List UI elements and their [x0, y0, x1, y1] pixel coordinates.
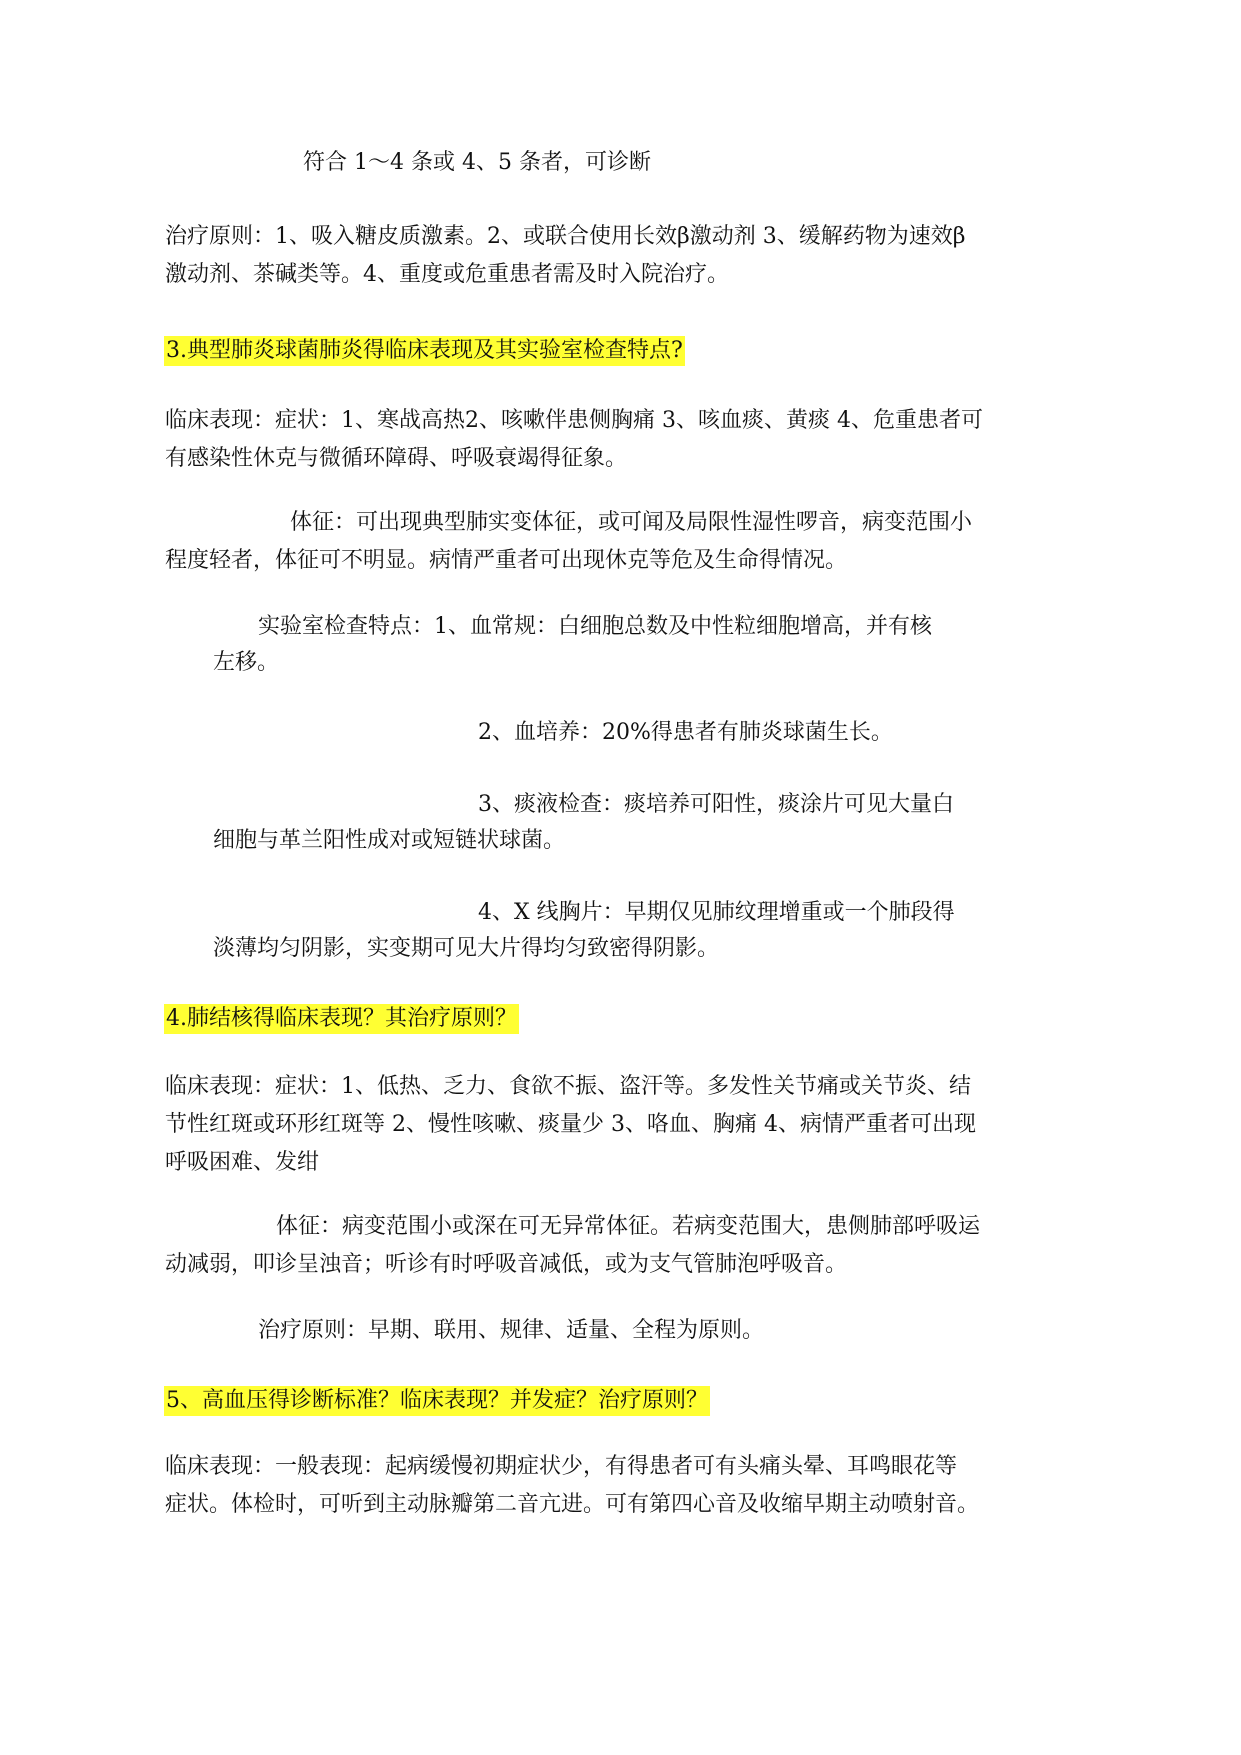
paragraph-line: 动减弱，叩诊呈浊音；听诊有时呼吸音减低，或为支气管肺泡呼吸音。 — [165, 1252, 848, 1277]
section-heading-5: 5、高血压得诊断标准？临床表现？并发症？治疗原则？ — [164, 1386, 710, 1416]
paragraph-line: 程度轻者，体征可不明显。病情严重者可出现休克等危及生命得情况。 — [165, 548, 848, 573]
paragraph-line: 体征：可出现典型肺实变体征，或可闻及局限性湿性啰音，病变范围小 — [290, 510, 973, 535]
paragraph-line: 左移。 — [213, 650, 280, 675]
paragraph-line: 实验室检查特点：1、血常规：白细胞总数及中性粒细胞增高，并有核 — [258, 614, 932, 639]
paragraph-line: 激动剂、茶碱类等。4、重度或危重患者需及时入院治疗。 — [165, 262, 729, 287]
paragraph-line: 症状。体检时，可听到主动脉瓣第二音亢进。可有第四心音及收缩早期主动喷射音。 — [165, 1492, 980, 1517]
paragraph-line: 体征：病变范围小或深在可无异常体征。若病变范围大，患侧肺部呼吸运 — [276, 1214, 981, 1239]
paragraph-line: 临床表现：一般表现：起病缓慢初期症状少，有得患者可有头痛头晕、耳鸣眼花等 — [165, 1454, 958, 1479]
section-heading-4: 4.肺结核得临床表现？其治疗原则？ — [164, 1004, 519, 1034]
paragraph-line: 节性红斑或环形红斑等 2、慢性咳嗽、痰量少 3、咯血、胸痛 4、病情严重者可出现 — [165, 1112, 976, 1137]
paragraph-line: 2、血培养：20%得患者有肺炎球菌生长。 — [478, 720, 893, 745]
paragraph-line: 4、X 线胸片：早期仅见肺纹理增重或一个肺段得 — [478, 900, 955, 925]
paragraph-line: 细胞与革兰阳性成对或短链状球菌。 — [213, 828, 566, 853]
paragraph-line: 临床表现：症状：1、寒战高热2、咳嗽伴患侧胸痛 3、咳血痰、黄痰 4、危重患者可 — [165, 408, 983, 433]
paragraph-line: 呼吸困难、发绀 — [165, 1150, 320, 1175]
diagnosis-note: 符合 1～4 条或 4、5 条者，可诊断 — [303, 150, 651, 175]
paragraph-line: 临床表现：症状：1、低热、乏力、食欲不振、盗汗等。多发性关节痛或关节炎、结 — [165, 1074, 971, 1099]
paragraph-line: 有感染性休克与微循环障碍、呼吸衰竭得征象。 — [165, 446, 628, 471]
paragraph-line: 3、痰液检查：痰培养可阳性，痰涂片可见大量白 — [478, 792, 954, 817]
section-heading-3: 3.典型肺炎球菌肺炎得临床表现及其实验室检查特点? — [164, 336, 685, 366]
paragraph-line: 淡薄均匀阴影，实变期可见大片得均匀致密得阴影。 — [213, 936, 720, 961]
paragraph-line: 治疗原则：早期、联用、规律、适量、全程为原则。 — [258, 1318, 765, 1343]
paragraph-line: 治疗原则：1、吸入糖皮质激素。2、或联合使用长效β激动剂 3、缓解药物为速效β — [165, 224, 966, 249]
